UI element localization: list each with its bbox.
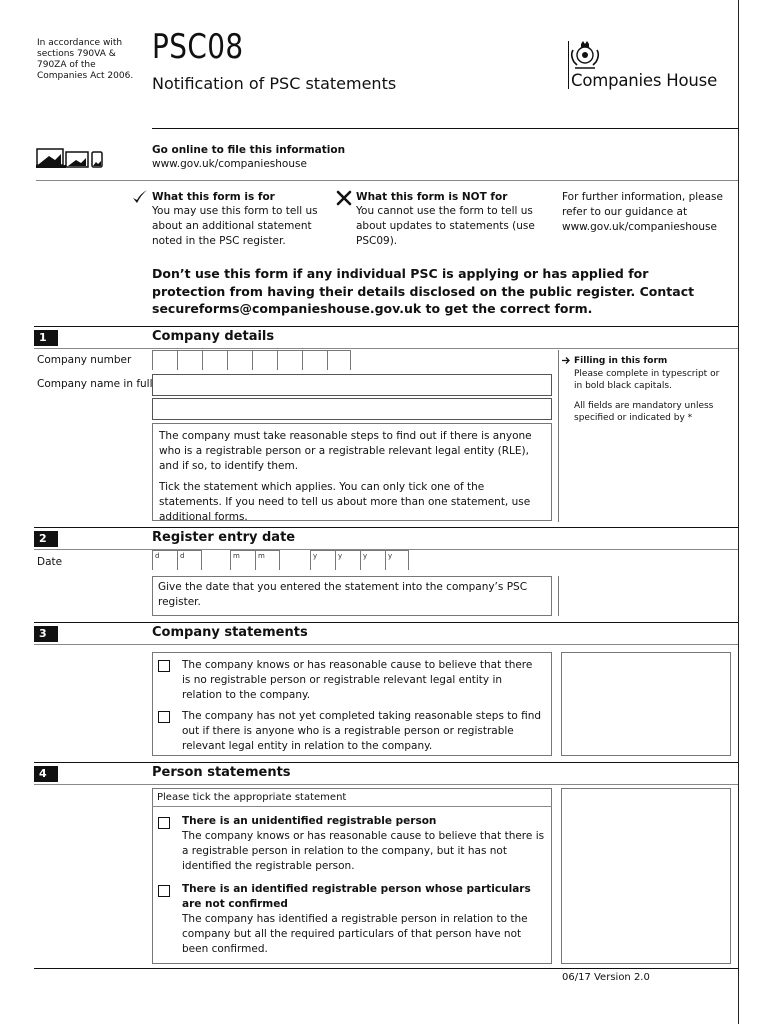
- logo-divider: [568, 41, 569, 89]
- section-4-underline: [34, 784, 738, 785]
- arrow-right-icon: [562, 356, 571, 365]
- company-statement-1-checkbox[interactable]: [158, 660, 170, 672]
- company-name-input-2[interactable]: [152, 398, 552, 420]
- not-for-heading: What this form is NOT for: [356, 191, 508, 203]
- company-name-input-1[interactable]: [152, 374, 552, 396]
- section-3-underline: [34, 644, 738, 645]
- further-info-text: For further information, please refer to our guidance at www.gov.uk/companieshouse: [562, 191, 723, 233]
- for-text: You may use this form to tell us about an additional statement noted in the PSC register.: [152, 205, 318, 247]
- company-statement-2-checkbox[interactable]: [158, 711, 170, 723]
- section-2-title: Register entry date: [152, 530, 296, 545]
- person-statement-1-checkbox[interactable]: [158, 817, 170, 829]
- for-heading: What this form is for: [152, 191, 275, 203]
- form-title: Notification of PSC statements: [152, 74, 397, 93]
- version-label: 06/17 Version 2.0: [562, 972, 650, 983]
- person-instruction: Please tick the appropriate statement: [157, 792, 347, 803]
- online-heading: Go online to file this information: [152, 144, 346, 156]
- header-rule: [152, 128, 738, 129]
- not-for-text: You cannot use the form to tell us about updates to statements (use PSC09).: [356, 205, 535, 247]
- section-4-rule: [34, 762, 738, 763]
- companies-house-logo: [563, 38, 731, 94]
- form-number: PSC08: [152, 27, 244, 67]
- company-name-label: Company name in full: [37, 378, 153, 390]
- section-2-guidance: Give the date that you entered the statement into the company’s PSC register.: [152, 576, 552, 616]
- section-2-rule: [34, 527, 738, 528]
- company-statement-2-text: The company has not yet completed taking reasonable steps to find out if there is anyone who is a registrable person or registrable relevant legal entity in relation to the company.: [182, 710, 542, 752]
- filling-heading: Filling in this form: [574, 356, 668, 366]
- guidance-paragraph-2: Tick the statement which applies. You can only tick one of the statements. If you need to tell us about more than one statement, use additional forms.: [159, 481, 531, 523]
- cross-icon: [336, 190, 352, 206]
- company-number-input[interactable]: [152, 350, 352, 372]
- section-3-side-box: [561, 652, 731, 756]
- guidance-paragraph-1: The company must take reasonable steps to find out if there is anyone who is a registrable person or a registrable relevant legal entity (RLE), and if so, to identify them.: [159, 430, 532, 472]
- section-2-sidebar-divider: [558, 576, 559, 616]
- filling-text-2: All fields are mandatory unless specified or indicated by *: [574, 401, 714, 423]
- company-number-label: Company number: [37, 354, 132, 366]
- person-statement-2-heading: There is an identified registrable person whose particulars are not confirmed: [182, 883, 531, 910]
- filling-text-1: Please complete in typescript or in bold black capitals.: [574, 369, 720, 391]
- footer-rule: [34, 968, 738, 969]
- section-4-side-box: [561, 788, 731, 964]
- royal-crest-icon: [563, 38, 603, 74]
- tick-icon: [132, 189, 148, 205]
- protection-warning: Don’t use this form if any individual PSC is applying or has applied for protection from having their details disclosed on the public register. Contact secureforms@companieshouse.gov.uk to get the correct form.: [152, 266, 695, 316]
- section-1-rule: [34, 326, 738, 327]
- devices-icon: [36, 140, 106, 170]
- person-statement-1-heading: There is an unidentified registrable person: [182, 815, 437, 827]
- company-statement-1-text: The company knows or has reasonable cause to believe that there is no registrable person or registrable relevant legal entity in relation to the company.: [182, 659, 533, 701]
- section-4-number: 4: [34, 766, 58, 782]
- section-1-guidance: [152, 423, 552, 521]
- date-input[interactable]: d d m m y y y y: [152, 550, 412, 572]
- logo-text: Companies House: [571, 71, 718, 90]
- section-3-number: 3: [34, 626, 58, 642]
- sidebar-divider: [558, 350, 559, 522]
- person-statement-1-text: The company knows or has reasonable cause to believe that there is a registrable person in relation to the company, but it has not identified the registrable person.: [182, 830, 545, 872]
- section-2-number: 2: [34, 531, 58, 547]
- page-right-border: [738, 0, 739, 1024]
- section-1-title: Company details: [152, 329, 275, 344]
- section-3-title: Company statements: [152, 625, 308, 640]
- online-url[interactable]: www.gov.uk/companieshouse: [152, 158, 307, 170]
- section-3-rule: [34, 622, 738, 623]
- person-statement-2-checkbox[interactable]: [158, 885, 170, 897]
- section-1-number: 1: [34, 330, 58, 346]
- person-statement-2-text: The company has identified a registrable person in relation to the company but all the required particulars of that person have not been confirmed.: [182, 913, 528, 955]
- date-label: Date: [37, 556, 63, 568]
- section-1-underline: [34, 348, 738, 349]
- instruction-divider: [152, 806, 552, 807]
- legal-note: In accordance with sections 790VA & 790ZA of the Companies Act 2006.: [37, 38, 134, 81]
- online-rule: [36, 180, 738, 181]
- section-4-title: Person statements: [152, 765, 291, 780]
